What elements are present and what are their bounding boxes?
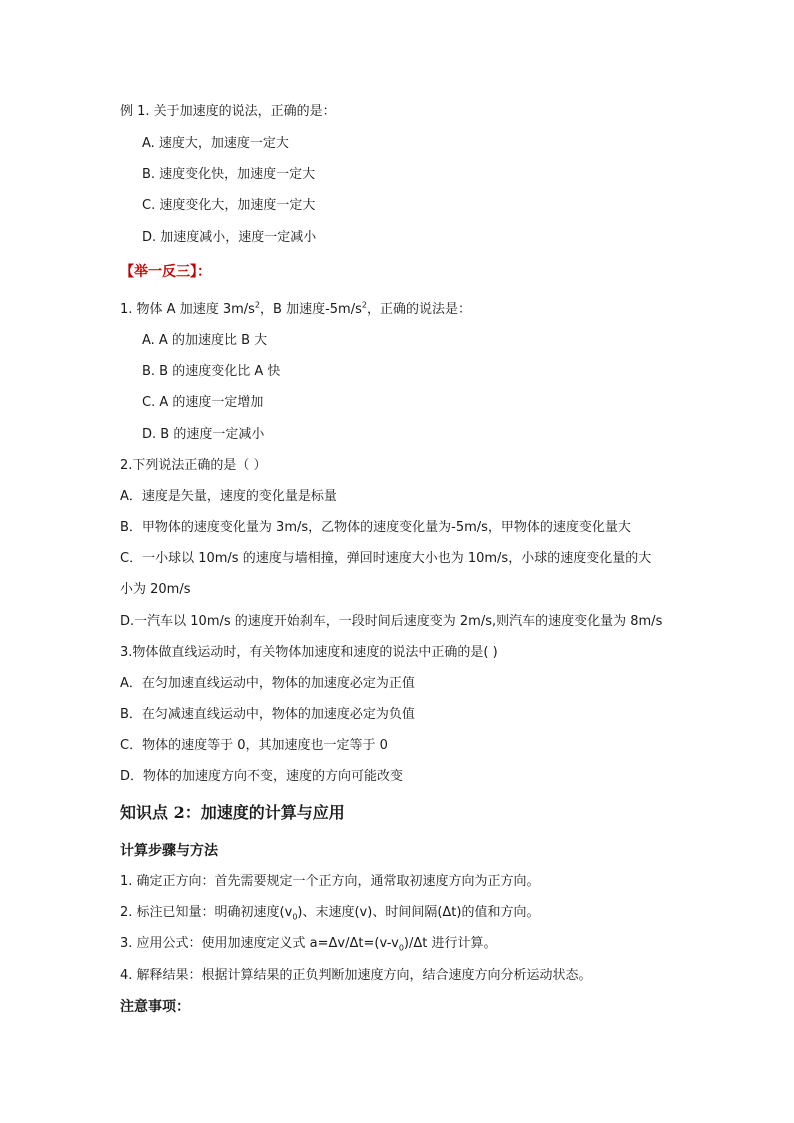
q1-option-a: A. A 的加速度比 B 大: [142, 333, 268, 348]
section-title: 知识点 2：加速度的计算与应用: [120, 803, 345, 822]
practice-header: 【举一反三】：: [120, 264, 211, 280]
q1-sup-2: 2: [361, 300, 367, 310]
q1-stem-part-c: ，正确的说法是：: [366, 302, 471, 317]
q1-option-b: B. B 的速度变化比 A 快: [142, 364, 281, 379]
q3-option-a: A．在匀加速直线运动中，物体的加速度必定为正值: [120, 676, 415, 691]
q1-option-c: C. A 的速度一定增加: [142, 395, 264, 410]
step-1: 1. 确定正方向：首先需要规定一个正方向，通常取初速度方向为正方向。: [120, 874, 540, 889]
example-1-option-a: A. 速度大，加速度一定大: [142, 136, 289, 151]
q3-stem: 3.物体做直线运动时，有关物体加速度和速度的说法中正确的是( ): [120, 645, 498, 660]
q2-option-c-line1: C．一小球以 10m/s 的速度与墙相撞，弹回时速度大小也为 10m/s，小球的速度变化量的大: [120, 551, 652, 566]
q3-option-b: B．在匀减速直线运动中，物体的加速度必定为负值: [120, 707, 415, 722]
q2-option-d: D.一汽车以 10m/s 的速度开始刹车，一段时间后速度变为 2m/s,则汽车的速度变化量为 8m/s: [120, 614, 663, 629]
q1-stem-part-b: ，B 加速度-5m/s: [260, 302, 362, 317]
step-2: [120, 905, 539, 921]
q2-option-b: B．甲物体的速度变化量为 3m/s，乙物体的速度变化量为-5m/s，甲物体的速度变化量大: [120, 520, 631, 535]
q3-option-c: C．物体的速度等于 0，其加速度也一定等于 0: [120, 738, 388, 753]
q2-stem: 2.下列说法正确的是（ ）: [120, 458, 267, 473]
step-3-part-b: )/Δt 进行计算。: [403, 936, 497, 951]
q2-option-c-line2: 小为 20m/s: [120, 582, 191, 597]
step-4: 4. 解释结果：根据计算结果的正负判断加速度方向，结合速度方向分析运动状态。: [120, 968, 592, 983]
section-subtitle: 计算步骤与方法: [120, 843, 218, 859]
example-1-option-b: B. 速度变化快，加速度一定大: [142, 167, 316, 182]
example-1-question: 例 1. 关于加速度的说法，正确的是：: [120, 104, 336, 119]
q1-stem-part-a: 1. 物体 A 加速度 3m/s: [120, 302, 255, 317]
step-2-sub: 0: [292, 912, 298, 922]
step-3-sub: 0: [398, 943, 404, 953]
q3-option-d: D．物体的加速度方向不变，速度的方向可能改变: [120, 769, 404, 784]
step-2-part-b: )、末速度(v)、时间间隔(Δt)的值和方向。: [297, 905, 540, 920]
example-1-option-c: C. 速度变化大，加速度一定大: [142, 198, 316, 213]
q1-sup-1: 2: [254, 300, 261, 310]
example-1-option-d: D. 加速度减小，速度一定减小: [142, 230, 317, 245]
step-2-part-a: 2. 标注已知量：明确初速度(v: [120, 905, 293, 920]
notes-heading: 注意事项：: [120, 999, 190, 1015]
q1-option-d: D. B 的速度一定减小: [142, 427, 265, 442]
q1-stem: [120, 302, 471, 318]
step-3: [120, 936, 497, 952]
q2-option-a: A．速度是矢量，速度的变化量是标量: [120, 489, 337, 504]
step-3-part-a: 3. 应用公式：使用加速度定义式 a=Δv/Δt=(v-v: [120, 936, 399, 951]
